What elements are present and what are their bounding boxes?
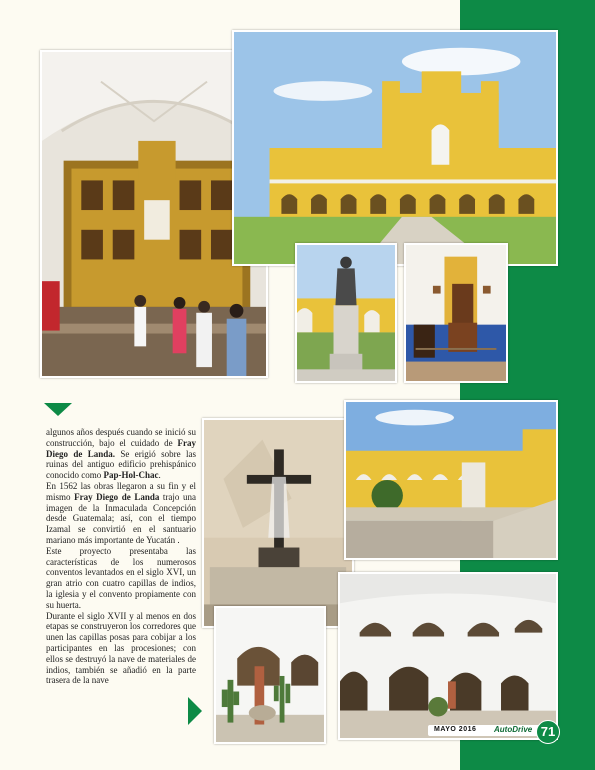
footer-brand-logo: AutoDrive <box>494 725 533 734</box>
text-span: Se erigió sobre las ruinas del antiguo edificio prehispánico conocido como <box>46 448 196 481</box>
page-number: 71 <box>536 720 560 744</box>
photo-stone-cross <box>202 418 354 628</box>
photo-convent-facade <box>232 30 558 266</box>
text-span: . <box>158 470 161 481</box>
bold-name: Fray Diego de Landa. <box>46 437 196 459</box>
photo-convent-wall <box>344 400 558 560</box>
footer-date: MAYO 2016 <box>434 726 477 733</box>
triangle-right-icon <box>188 697 202 725</box>
photo-friar-statue <box>295 243 397 383</box>
photo-cactus-arches <box>214 606 326 744</box>
paragraph-4: Durante el siglo XVII y al menos en dos etapas se construyeron los corredores que unen las capillas posas para cobijar a los participantes en las procesiones; con ellos se destruyó la nave de materiales de indios, también se añadió en la parte trasera de la nave <box>46 610 196 686</box>
bold-name: Pap-Hol-Chac <box>103 470 159 481</box>
photo-white-arches <box>338 572 558 740</box>
photo-chair-interior <box>404 243 508 383</box>
article-text <box>46 427 196 686</box>
text-span: En 1562 las obras llegaron a su fin y el mismo <box>46 480 196 502</box>
triangle-down-icon <box>44 403 72 416</box>
text-span: trajo una imagen de la Inmaculada Concepción desde Guatemala; así, con el tiempo Izamal se convirtió en el santuario mariano más importante de Yucatán . <box>46 491 196 545</box>
paragraph-3: Este proyecto presentaba las características de los numerosos conventos levantados en el siglo XVI, un gran atrio con cuatro capillas de indios, la iglesia y el convento propiamente con su huerta. <box>46 545 196 610</box>
paragraph-2 <box>46 481 196 546</box>
bold-name: Fray Diego de Landa <box>74 491 160 502</box>
text-span: algunos años después cuando se inició su construcción, bajo el cuidado de <box>46 427 196 448</box>
page-footer <box>428 720 558 742</box>
paragraph-1 <box>46 427 196 481</box>
